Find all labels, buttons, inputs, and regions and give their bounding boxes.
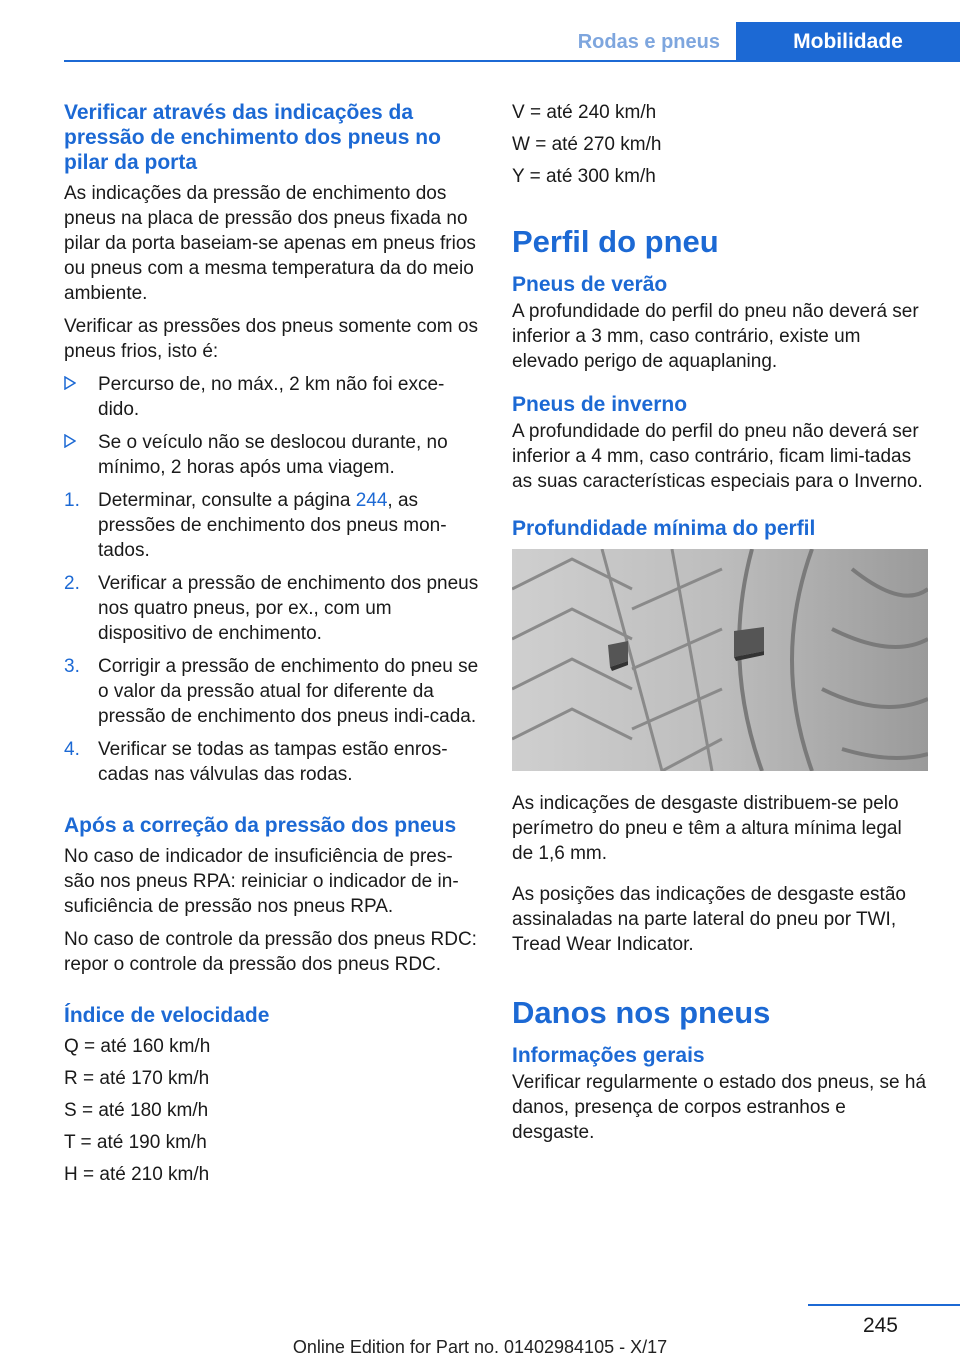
heading-tire-profile: Perfil do pneu <box>512 224 719 259</box>
paragraph: A profundidade do perfil do pneu não deverá ser inferior a 4 mm, caso contrário, ficam limi-tadas as suas características especiais para o Inverno. <box>512 421 923 492</box>
page-number: 245 <box>862 1314 898 1337</box>
heading-min-tread-depth: Profundidade mínima do perfil <box>512 517 816 540</box>
tire-tread-wear-indicator-image <box>512 549 928 771</box>
paragraph: No caso de indicador de insuficiência de pres-são nos pneus RPA: reiniciar o indicador de in-suficiência de pressão nos pneus RPA. <box>64 846 459 917</box>
speed-index-item: Y = até 300 km/h <box>512 166 656 187</box>
paragraph: As posições das indicações de desgaste estão assinaladas na parte lateral do pneu por TWI, Tread Wear Indicator. <box>512 884 906 955</box>
header-chapter-tab: Mobilidade <box>736 22 960 62</box>
list-item <box>64 488 480 563</box>
speed-index-item: T = até 190 km/h <box>64 1132 207 1153</box>
paragraph: Verificar regularmente o estado dos pneus, se há danos, presença de corpos estranhos e desgaste. <box>512 1072 927 1143</box>
list-item <box>64 430 480 480</box>
heading-summer-tires: Pneus de verão <box>512 273 668 296</box>
list-item <box>64 654 480 729</box>
list-item-text: Verificar se todas as tampas estão enros-cadas nas válvulas das rodas. <box>98 739 448 785</box>
speed-index-item: S = até 180 km/h <box>64 1100 209 1121</box>
triangle-right-icon <box>64 372 98 422</box>
heading-general-info: Informações gerais <box>512 1044 705 1067</box>
right-column <box>512 100 928 1153</box>
speed-index-item: V = até 240 km/h <box>512 102 657 123</box>
speed-index-item: W = até 270 km/h <box>512 134 662 155</box>
bullet-list <box>64 372 480 480</box>
list-item-text: Corrigir a pressão de enchimento do pneu se o valor da pressão atual for diferente da pressão de enchimento dos pneus indi-cada. <box>98 656 479 727</box>
list-item-text: Se o veículo não se deslocou durante, no mínimo, 2 horas após uma viagem. <box>98 432 448 478</box>
page-header <box>0 0 960 62</box>
step-text: , as pressões de enchimento dos pneus mon-tados. <box>98 490 447 561</box>
paragraph: A profundidade do perfil do pneu não deverá ser inferior a 3 mm, caso contrário, existe um elevado perigo de aquaplaning. <box>512 301 919 372</box>
step-number: 2. <box>64 573 80 594</box>
header-section-title: Rodas e pneus <box>577 31 720 53</box>
heading-speed-index: Índice de velocidade <box>64 1004 270 1027</box>
paragraph: Verificar as pressões dos pneus somente com os pneus frios, isto é: <box>64 316 478 362</box>
step-text: Determinar, consulte a página <box>98 490 356 511</box>
list-item <box>64 571 480 646</box>
list-item-text <box>98 488 480 563</box>
speed-index-item: H = até 210 km/h <box>64 1164 210 1185</box>
heading-tire-damage: Danos nos pneus <box>512 995 771 1030</box>
heading-after-correction: Após a correção da pressão dos pneus <box>64 814 457 837</box>
step-number: 4. <box>64 739 80 760</box>
paragraph: As indicações de desgaste distribuem-se pelo perímetro do pneu e têm a altura mínima legal de 1,6 mm. <box>512 793 902 864</box>
triangle-right-icon <box>64 430 98 480</box>
list-item-text: Percurso de, no máx., 2 km não foi exce-dido. <box>98 374 445 420</box>
page-reference-link[interactable]: 244 <box>355 490 388 511</box>
footer-rule <box>808 1304 960 1306</box>
speed-index-item: Q = até 160 km/h <box>64 1036 211 1057</box>
edition-line: Online Edition for Part no. 01402984105 - X/17 <box>292 1337 668 1357</box>
left-column <box>64 100 480 1194</box>
speed-index-item: R = até 170 km/h <box>64 1068 210 1089</box>
list-item <box>64 737 480 787</box>
step-number: 3. <box>64 656 80 677</box>
heading-winter-tires: Pneus de inverno <box>512 393 688 416</box>
header-rule <box>64 60 960 62</box>
paragraph: As indicações da pressão de enchimento dos pneus na placa de pressão dos pneus fixada no pilar da porta baseiam-se apenas em pneus frios ou pneus com a mesma temperatura da do meio ambiente. <box>64 183 476 304</box>
list-item-text: Verificar a pressão de enchimento dos pneus nos quatro pneus, por ex., com um dispositivo de enchimento. <box>98 573 479 644</box>
paragraph: No caso de controle da pressão dos pneus RDC: repor o controle da pressão dos pneus RDC. <box>64 929 477 975</box>
step-number: 1. <box>64 490 80 511</box>
heading-check-door-pillar: Verificar através das indicações da pressão de enchimento dos pneus no pilar da porta <box>64 101 441 174</box>
numbered-list <box>64 488 480 787</box>
list-item <box>64 372 480 422</box>
